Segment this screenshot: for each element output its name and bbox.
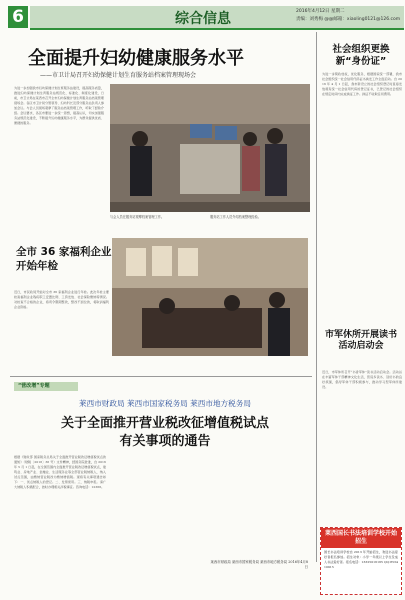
editor-meta: 责编：刘秀梅 @@邮箱：xiaoling0121@126.com	[296, 17, 401, 22]
lead-photo	[110, 84, 310, 212]
ad-box	[320, 527, 402, 595]
lead-subtitle: ——市卫计局召开妇幼保健计划生育服务站档案管理现场会	[40, 72, 197, 79]
ad-title: 莱西国长书法培训学校开始招生	[321, 528, 401, 548]
notice-title-line1: 关于全面推开营业税改征增值税试点	[60, 416, 269, 431]
sidebar-story2-title: 市军休所开展读书活动启动会	[324, 330, 397, 351]
sidebar-story1-title: 社会组织更换新“身份证”	[332, 44, 390, 67]
sidebar-story2-body: 近日，市军休所召开“书香军休”读书活动启动会。活动旨在丰富军休干部精神文化生活，营造多读书、读好书的良好氛围，倡导军休干部积极参与，推动学习型军休所建设。	[322, 370, 402, 389]
notice-body-col2	[112, 455, 204, 590]
notice-banner: “营改增”专题	[14, 382, 78, 391]
lead-photo-caption-left: 与会人员在服务站观摩档案管理工作。	[110, 215, 165, 219]
column-divider	[316, 32, 317, 562]
ad-body: 国长书法培训学校自 2013 年开始招生，欢迎书法爱好者报名参加。招生对象：小学一年级以上学生及成人书法爱好者。报名电话：13325016165 QQ:853410915	[324, 550, 398, 569]
notice-signature: 莱西市财政局 莱西市国家税务局 莱西市地方税务局 2016年4月8日	[210, 560, 308, 569]
lead-title: 全面提升妇幼健康服务水平	[28, 48, 244, 69]
notice-issuers: 莱西市财政局 莱西市国家税务局 莱西市地方税务局	[79, 399, 251, 408]
notice-body-col1: 根据《财政部 国家税务总局关于全面推开营业税改征增值税试点的通知》（财税〔2016〕36 号）文件精神，经国务院批准，自 2016 年 5 月 1 日起，在全国范围内全面推开营业税改征增值税试点，建筑业、房地产业、金融业、生活服务业等全部营业税纳税人，纳入试点范围，由缴纳营业税改为缴纳增值税。现将有关事项通告如下：一、试点纳税人的登记。二、发票使用。三、纳税申报。请广大纳税人积极配合，按时办理相关涉税事宜。咨询电话：12366。	[14, 455, 106, 489]
sidebar-story1-body: 为进一步简政放权，优化服务，根据国家统一部署，我市社会组织统一社会信用代码证书换发工作全面启动。自 2016 年 4 月 1 日起，我市新设立的社会组织登记时直接发放载有统一社会信用代码的登记证书，已登记的社会组织在规定时间内完成换证工作。换证不收取任何费用。	[322, 72, 402, 96]
welfare-title: 全市 36 家福利企业开始年检	[16, 246, 112, 272]
lead-body: 为进一步加强我市妇幼保健计划生育服务站建设，提高服务质量，推进妇幼保健计划生育服务站规范化、标准化、制度化建设，日前，市卫计局在莱西市召开全市妇幼保健计划生育服务站档案管理现场会。各区市卫计局分管领导、妇幼科长及部分服务站负责人参加会议。与会人员现场观摩了服务站档案管理工作，听取了经验介绍。会议要求，各区市要进一步统一思想，提高认识，切实加强服务站规范化建设，不断提升妇幼健康服务水平，为群众提供优质、便捷的服务。	[14, 86, 104, 125]
page-number: 6	[8, 6, 28, 28]
section-title: 综合信息	[175, 11, 231, 27]
lead-photo-caption-right: 服务站工作人员介绍档案整理经验。	[210, 215, 261, 219]
notice-title-line2: 有关事项的通告	[119, 434, 211, 449]
notice-body-col3	[210, 455, 308, 555]
section-divider	[10, 376, 312, 377]
issue-date: 2016年4月12日 星期二	[296, 9, 345, 14]
welfare-body: 近日，市民政局开始对全市 36 家福利企业进行年检。此次年检主要检查福利企业残疾职工安置比例、工资发放、社会保险缴纳等情况。对检查不合格的企业，将责令限期整改，整改不到位的，将取消福利企业资格。	[14, 290, 109, 309]
welfare-photo	[112, 238, 308, 356]
